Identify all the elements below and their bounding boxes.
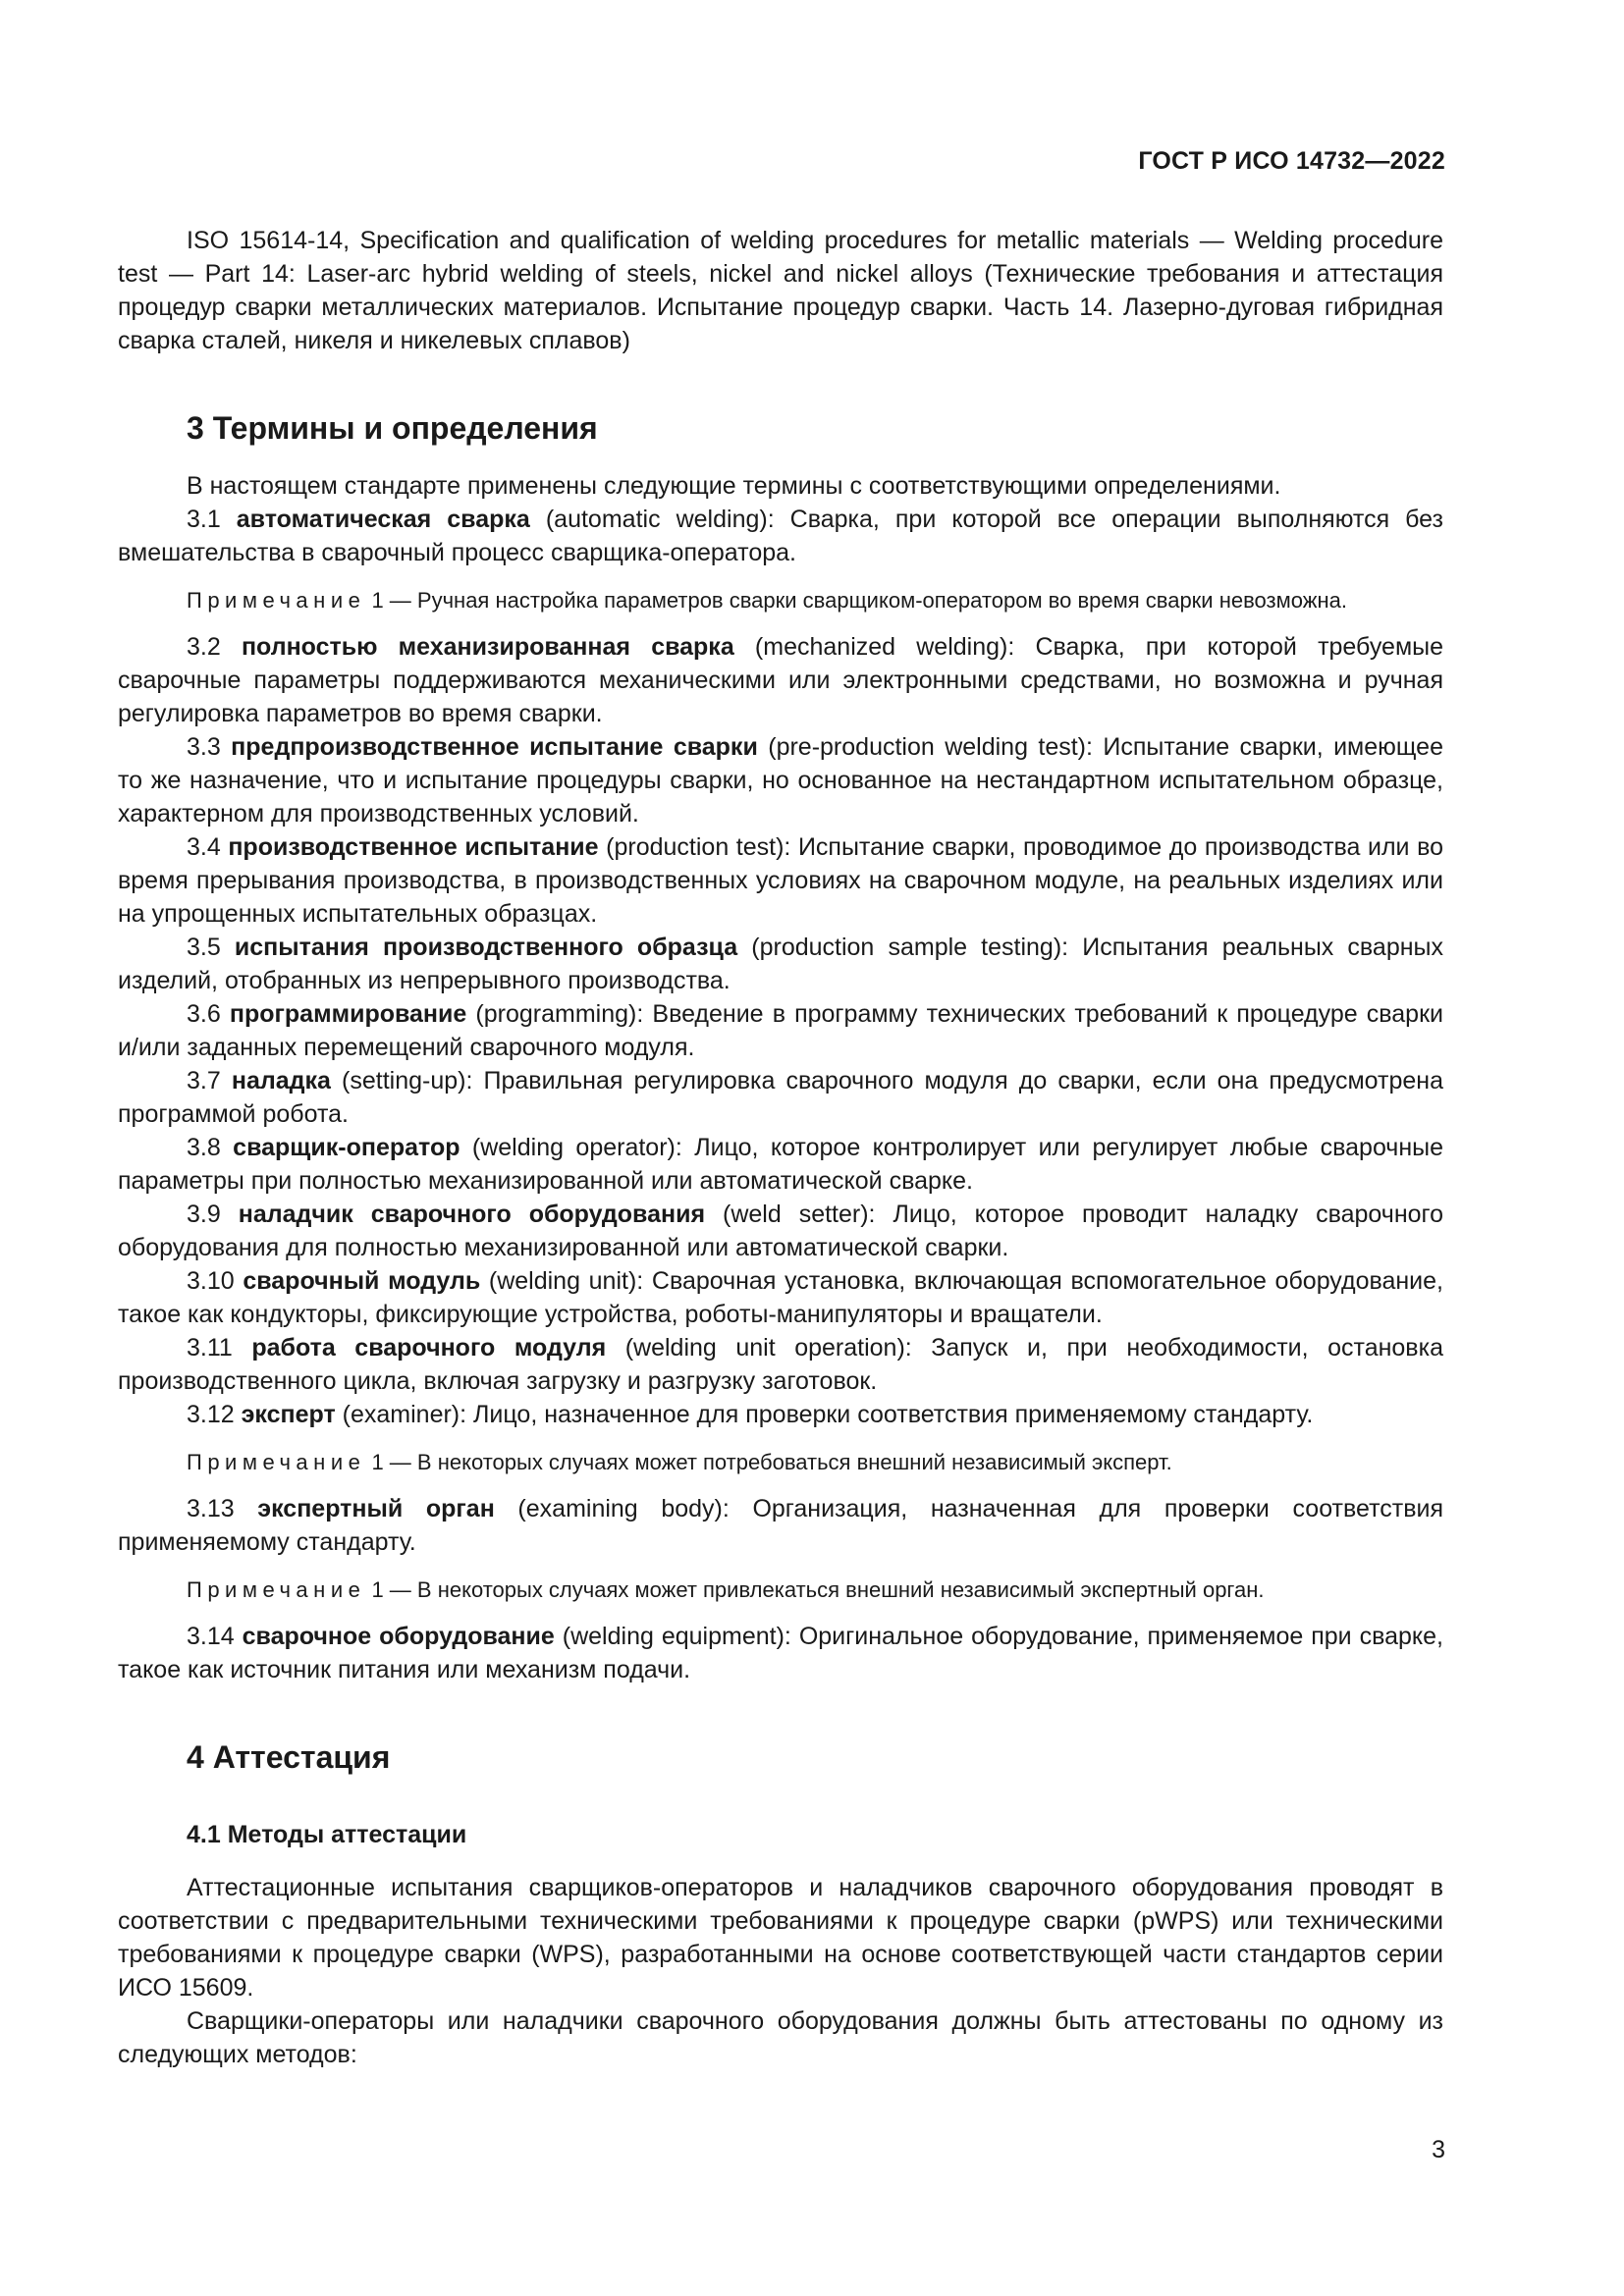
note-3-12: Примечание 1 — В некоторых случаях может потребоваться внешний независимый эксперт. [187, 1450, 1172, 1474]
term-3-10: 3.10 сварочный модуль (welding unit): Сварочная установка, включающая вспомогательное оборудование, такое как кондукторы, фиксирующие устройства, роботы-манипуляторы и вращатели. [118, 1267, 1443, 1328]
term-3-14: 3.14 сварочное оборудование (welding equipment): Оригинальное оборудование, применяемое при сварке, такое как источник питания или механизм подачи. [118, 1623, 1443, 1683]
term-3-4: 3.4 производственное испытание (production test): Испытание сварки, проводимое до производства или во время прерывания производства, в производственных условиях на сварочном модуле, на реальных изделиях или на упрощенных испытательных образцах. [118, 833, 1443, 928]
section-4-heading: 4 Аттестация [187, 1739, 391, 1775]
term-3-1: 3.1 автоматическая сварка (automatic welding): Сварка, при которой все операции выполняются без вмешательства в сварочный процесс сварщика-оператора. [118, 506, 1443, 566]
note-3-1: Примечание 1 — Ручная настройка параметров сварки сварщиком-оператором во время сварки невозможна. [187, 588, 1347, 613]
term-3-8: 3.8 сварщик-оператор (welding operator): Лицо, которое контролирует или регулирует любые сварочные параметры при полностью механизированной или автоматической сварке. [118, 1134, 1444, 1195]
section-4-1-paragraph-1: Аттестационные испытания сварщиков-операторов и наладчиков сварочного оборудования проводят в соответствии с предварительными техническими требованиями к процедуре сварки (pWPS) или техническими требованиями к процедуре сварки (WPS), разработанными на основе соответствующей части стандартов серии ИСО 15609. [118, 1874, 1443, 2002]
page-number: 3 [1432, 2136, 1445, 2163]
term-3-7: 3.7 наладка (setting-up): Правильная регулировка сварочного модуля до сварки, если она предусмотрена программой робота. [118, 1067, 1443, 1128]
document-body [118, 224, 1443, 2071]
reference-paragraph: ISO 15614-14, Specification and qualification of welding procedures for metallic materials — Welding procedure test — Part 14: Laser-arc hybrid welding of steels, nickel and nickel alloys (Технические требования и аттестация процедур сварки металлических материалов. Испытание процедур сварки. Часть 14. Лазерно-дуговая гибридная сварка сталей, никеля и никелевых сплавов) [118, 227, 1443, 354]
term-3-2: 3.2 полностью механизированная сварка (mechanized welding): Сварка, при которой требуемые сварочные параметры поддерживаются механическими или электронными средствами, но возможна и ручная регулировка параметров во время сварки. [118, 633, 1444, 727]
term-3-6: 3.6 программирование (programming): Введение в программу технических требований к процедуре сварки и/или заданных перемещений сварочного модуля. [118, 1000, 1443, 1061]
term-3-9: 3.9 наладчик сварочного оборудования (weld setter): Лицо, которое проводит наладку сварочного оборудования для полностью механизированной или автоматической сварки. [118, 1201, 1443, 1261]
term-3-3: 3.3 предпроизводственное испытание сварки (pre-production welding test): Испытание сварки, имеющее то же назначение, что и испытание процедуры сварки, но основанное на нестандартном испытательном образце, характерном для производственных условий. [118, 733, 1443, 828]
section-3-intro: В настоящем стандарте применены следующие термины с соответствующими определениями. [187, 472, 1281, 500]
term-3-12: 3.12 эксперт (examiner): Лицо, назначенное для проверки соответствия применяемому стандарту. [187, 1401, 1314, 1428]
term-3-11: 3.11 работа сварочного модуля (welding unit operation): Запуск и, при необходимости, остановка производственного цикла, включая загрузку и разгрузку заготовок. [118, 1334, 1443, 1395]
section-4-1-heading: 4.1 Методы аттестации [187, 1821, 467, 1848]
term-3-5: 3.5 испытания производственного образца (production sample testing): Испытания реальных сварных изделий, отобранных из непрерывного производства. [118, 934, 1444, 994]
note-3-13: Примечание 1 — В некоторых случаях может привлекаться внешний независимый экспертный орган. [187, 1577, 1265, 1602]
section-4-1-paragraph-2: Сварщики-операторы или наладчики сварочного оборудования должны быть аттестованы по одному из следующих методов: [118, 2007, 1443, 2068]
term-3-13: 3.13 экспертный орган (examining body): Организация, назначенная для проверки соответствия применяемому стандарту. [118, 1495, 1443, 1556]
section-3-heading: 3 Термины и определения [187, 410, 598, 446]
document-header: ГОСТ Р ИСО 14732—2022 [1138, 147, 1445, 175]
